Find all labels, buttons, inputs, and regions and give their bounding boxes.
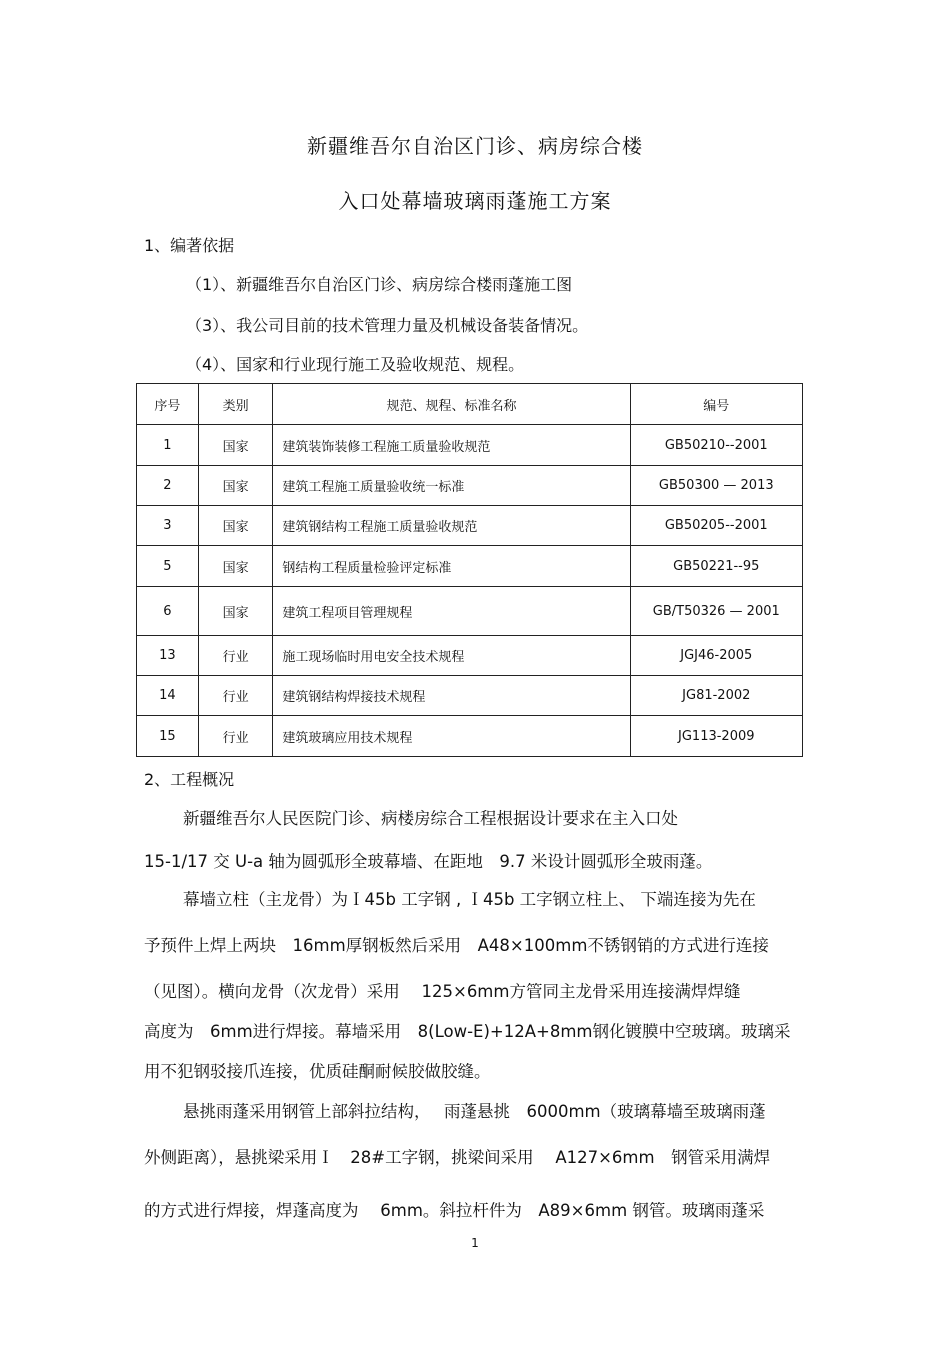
cell-serial: 3 (137, 506, 199, 546)
cell-serial: 2 (137, 466, 199, 506)
cell-serial: 5 (137, 546, 199, 587)
section2-heading: 2、工程概况 (144, 770, 235, 789)
cell-code: GB50300 — 2013 (630, 466, 802, 506)
cell-serial: 15 (137, 716, 199, 757)
cell-serial: 1 (137, 425, 199, 466)
cell-code: JG113-2009 (630, 716, 802, 757)
overview-line: 悬挑雨蓬采用钢管上部斜拉结构， 雨蓬悬挑 6000mm（玻璃幕墙至玻璃雨蓬 (183, 1102, 766, 1121)
standards-table (136, 383, 803, 757)
cell-serial: 14 (137, 676, 199, 716)
section1-heading: 1、编著依据 (144, 236, 235, 255)
cell-category: 行业 (198, 636, 273, 676)
cell-category: 国家 (198, 587, 273, 636)
cell-standard-name: 建筑装饰装修工程施工质量验收规范 (273, 425, 630, 466)
header-serial: 序号 (137, 384, 199, 425)
cell-code: JGJ46-2005 (630, 636, 802, 676)
table-row (137, 636, 803, 676)
cell-serial: 6 (137, 587, 199, 636)
cell-code: JG81-2002 (630, 676, 802, 716)
overview-line: 新疆维吾尔人民医院门诊、病楼房综合工程根据设计要求在主入口处 (183, 809, 678, 828)
document-title-line2: 入口处幕墙玻璃雨蓬施工方案 (338, 189, 612, 213)
cell-standard-name: 建筑钢结构焊接技术规程 (273, 676, 630, 716)
table-row (137, 466, 803, 506)
table-row (137, 546, 803, 587)
overview-line: 予预件上焊上两块 16mm厚钢板然后采用 A48×100mm不锈钢销的方式进行连接 (144, 936, 769, 955)
cell-category: 行业 (198, 716, 273, 757)
cell-serial: 13 (137, 636, 199, 676)
overview-line: 的方式进行焊接，焊蓬高度为 6mm。斜拉杆件为 A89×6mm 钢管。玻璃雨蓬采 (144, 1201, 765, 1220)
cell-category: 国家 (198, 506, 273, 546)
header-code: 编号 (630, 384, 802, 425)
table-row (137, 716, 803, 757)
cell-category: 国家 (198, 425, 273, 466)
basis-item: （1）、新疆维吾尔自治区门诊、病房综合楼雨蓬施工图 (186, 275, 573, 294)
cell-category: 国家 (198, 466, 273, 506)
cell-code: GB/T50326 — 2001 (630, 587, 802, 636)
overview-line: （见图）。横向龙骨（次龙骨）采用 125×6mm方管同主龙骨采用连接满焊焊缝 (144, 982, 741, 1001)
cell-category: 行业 (198, 676, 273, 716)
cell-standard-name: 建筑工程施工质量验收统一标准 (273, 466, 630, 506)
header-category: 类别 (198, 384, 273, 425)
table-row (137, 425, 803, 466)
cell-code: GB50221--95 (630, 546, 802, 587)
cell-standard-name: 建筑钢结构工程施工质量验收规范 (273, 506, 630, 546)
document-title-line1: 新疆维吾尔自治区门诊、病房综合楼 (307, 134, 643, 158)
table-header-row (137, 384, 803, 425)
cell-standard-name: 钢结构工程质量检验评定标准 (273, 546, 630, 587)
cell-code: GB50210--2001 (630, 425, 802, 466)
table-row (137, 676, 803, 716)
basis-item: （4）、国家和行业现行施工及验收规范、规程。 (186, 355, 525, 374)
overview-line: 用不犯钢驳接爪连接，优质硅酮耐候胶做胶缝。 (144, 1062, 491, 1081)
cell-standard-name: 建筑工程项目管理规程 (273, 587, 630, 636)
cell-code: GB50205--2001 (630, 506, 802, 546)
overview-line: 外侧距离），悬挑梁采用Ｉ 28#工字钢，挑梁间采用 A127×6mm 钢管采用满焊 (144, 1148, 771, 1167)
overview-line: 高度为 6mm进行焊接。幕墙采用 8(Low-E)+12A+8mm钢化镀膜中空玻璃。玻璃采 (144, 1022, 791, 1041)
table-row (137, 587, 803, 636)
basis-item: （3）、我公司目前的技术管理力量及机械设备装备情况。 (186, 316, 589, 335)
cell-standard-name: 施工现场临时用电安全技术规程 (273, 636, 630, 676)
header-standard-name: 规范、规程、标准名称 (273, 384, 630, 425)
overview-line: 幕墙立柱（主龙骨）为Ｉ45b 工字钢 , Ｉ45b 工字钢立柱上、 下端连接为先在 (183, 890, 756, 909)
table-row (137, 506, 803, 546)
cell-standard-name: 建筑玻璃应用技术规程 (273, 716, 630, 757)
cell-category: 国家 (198, 546, 273, 587)
page-number: 1 (471, 1236, 479, 1250)
overview-line: 15-1/17 交 U-a 轴为圆弧形全玻幕墙、在距地 9.7 米设计圆弧形全玻雨蓬。 (144, 852, 713, 871)
